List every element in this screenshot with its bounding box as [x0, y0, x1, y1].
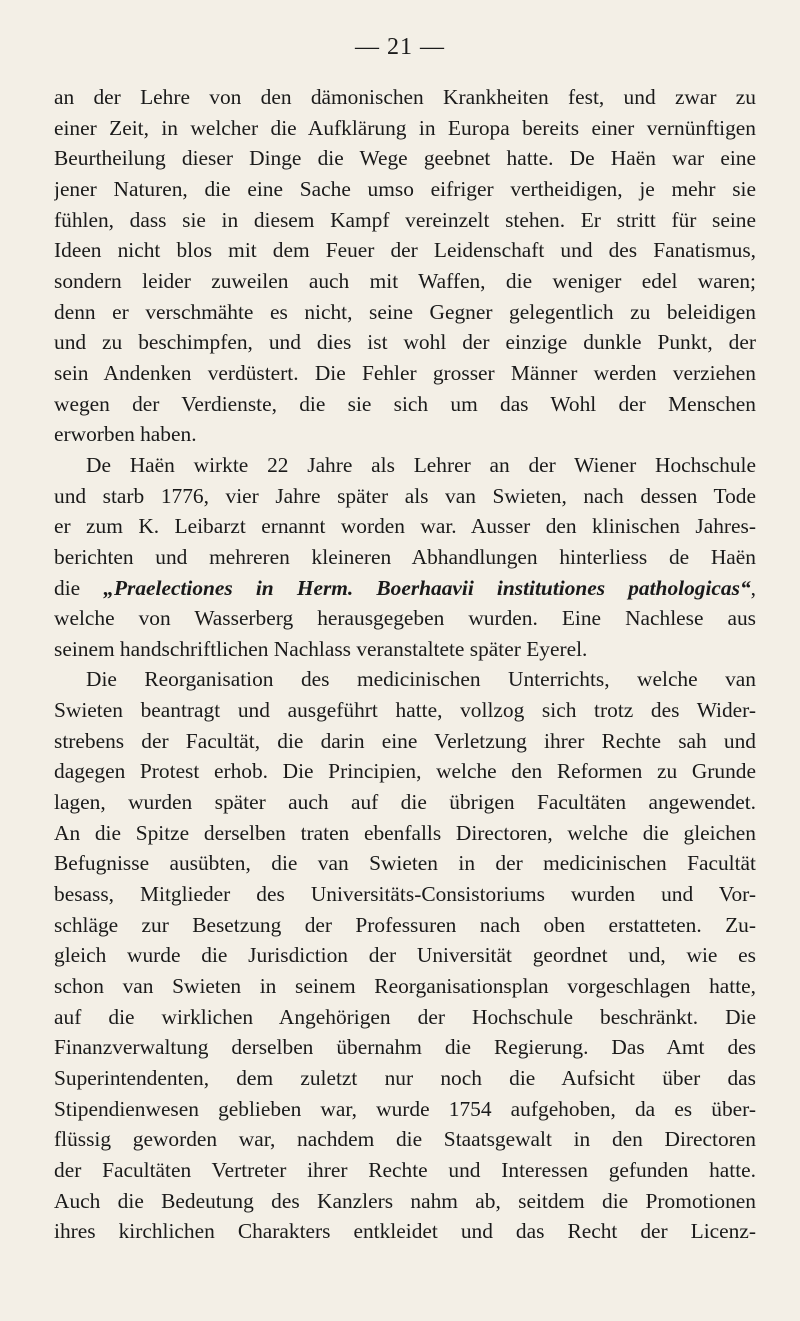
text-line: sondern leider zuweilen auch mit Waffen, die weniger edel waren; — [54, 268, 756, 293]
text-line: jener Naturen, die eine Sache umso eifriger vertheidigen, je mehr sie — [54, 176, 756, 201]
text-line: Auch die Bedeutung des Kanzlers nahm ab, seitdem die Promotionen — [54, 1188, 756, 1213]
text-line — [54, 573, 756, 604]
text-line: dagegen Protest erhob. Die Principien, welche den Reformen zu Grunde — [54, 759, 756, 784]
text-line: an der Lehre von den dämonischen Krankheiten fest, und zwar zu — [54, 85, 756, 109]
text-line: Beurtheilung dieser Dinge die Wege geebnet hatte. De Haën war eine — [54, 146, 756, 171]
text-line: lagen, wurden später auch auf die übrigen Facultäten angewendet. — [54, 790, 756, 815]
text-line: flüssig geworden war, nachdem die Staatsgewalt in den Directoren — [54, 1127, 756, 1152]
text-line: besass, Mitglieder des Universitäts-Consistoriums wurden und Vor- — [54, 882, 756, 907]
text-line: berichten und mehreren kleineren Abhandlungen hinterliess de Haën — [54, 544, 756, 569]
text-line: der Facultäten Vertreter ihrer Rechte und Interessen gefunden hatte. — [54, 1157, 756, 1182]
body-text — [54, 82, 756, 1247]
text-line: und starb 1776, vier Jahre später als van Swieten, nach dessen Tode — [54, 483, 756, 508]
text-line: seinem handschriftlichen Nachlass veranstaltete später Eyerel. — [54, 636, 588, 661]
text-line: schläge zur Besetzung der Professuren nach oben erstatteten. Zu- — [54, 912, 756, 937]
text-line: auf die wirklichen Angehörigen der Hochschule beschränkt. Die — [54, 1004, 756, 1029]
text-line-prefix: die — [54, 575, 104, 600]
text-line: ihres kirchlichen Charakters entkleidet und das Recht der Licenz- — [54, 1219, 756, 1244]
text-line: Superintendenten, dem zuletzt nur noch die Aufsicht über das — [54, 1066, 756, 1090]
text-line: wegen der Verdienste, die sie sich um das Wohl der Menschen — [54, 391, 756, 416]
text-line-suffix: , — [750, 575, 756, 600]
text-line: Swieten beantragt und ausgeführt hatte, vollzog sich trotz des Wider- — [54, 698, 756, 723]
text-line: An die Spitze derselben traten ebenfalls Directoren, welche die gleichen — [54, 820, 756, 845]
text-line: De Haën wirkte 22 Jahre als Lehrer an der Wiener Hochschule — [86, 452, 756, 477]
text-line: Befugnisse ausübten, die van Swieten in der medicinischen Facultät — [54, 851, 756, 876]
text-line: und zu beschimpfen, und dies ist wohl der einzige dunkle Punkt, der — [54, 330, 756, 355]
text-line: strebens der Facultät, die darin eine Verletzung ihrer Rechte sah und — [54, 728, 756, 753]
text-line: welche von Wasserberg herausgegeben wurden. Eine Nachlese aus — [54, 606, 756, 631]
text-line: er zum K. Leibarzt ernannt worden war. Ausser den klinischen Jahres- — [54, 514, 756, 539]
text-line: erworben haben. — [54, 422, 197, 447]
text-line: schon van Swieten in seinem Reorganisationsplan vorgeschlagen hatte, — [54, 974, 756, 999]
text-line: Ideen nicht blos mit dem Feuer der Leidenschaft und des Fanatismus, — [54, 238, 756, 263]
text-line: denn er verschmähte es nicht, seine Gegner gelegentlich zu beleidigen — [54, 299, 756, 324]
page-number: — 21 — — [355, 34, 445, 60]
text-line: einer Zeit, in welcher die Aufklärung in Europa bereits einer vernünftigen — [54, 115, 756, 140]
book-title: „Praelectiones in Herm. Boerhaavii institutiones pathologicas“ — [103, 575, 751, 600]
text-line: fühlen, dass sie in diesem Kampf vereinzelt stehen. Er stritt für seine — [54, 207, 756, 232]
text-line: Finanzverwaltung derselben übernahm die Regierung. Das Amt des — [54, 1035, 756, 1060]
text-line: sein Andenken verdüstert. Die Fehler grosser Männer werden verziehen — [54, 360, 756, 385]
text-line: Stipendienwesen geblieben war, wurde 1754 aufgehoben, da es über- — [54, 1096, 756, 1121]
text-line: Die Reorganisation des medicinischen Unterrichts, welche van — [86, 667, 756, 692]
text-line: gleich wurde die Jurisdiction der Universität geordnet und, wie es — [54, 943, 756, 968]
